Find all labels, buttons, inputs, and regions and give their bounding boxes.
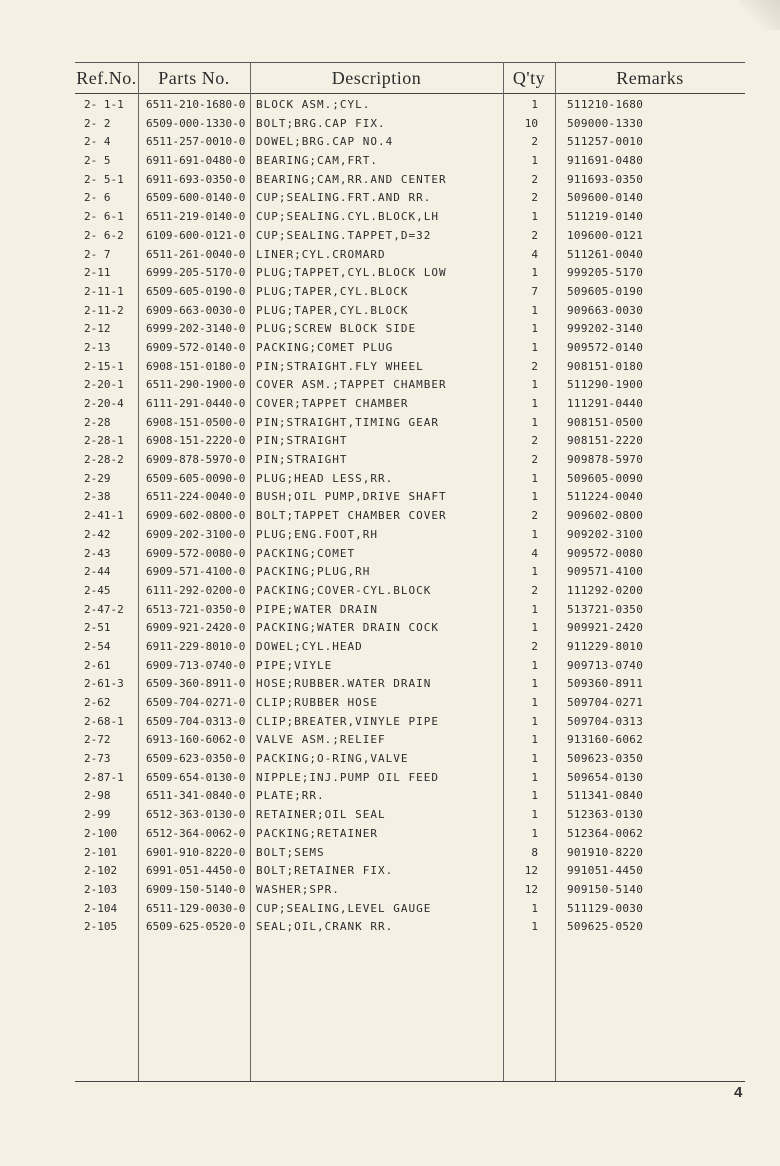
qty-cell: 1: [531, 901, 538, 915]
remarks-cell: 908151-2220: [567, 434, 644, 448]
table-row: [0, 189, 780, 208]
description-cell: PACKING;WATER DRAIN COCK: [256, 621, 439, 635]
qty-cell: 12: [524, 882, 538, 896]
parts-no-cell: 6911-229-8010-0: [146, 639, 246, 653]
table-row: [0, 545, 780, 564]
parts-no-cell: 6911-693-0350-0: [146, 172, 246, 186]
qty-cell: 1: [531, 621, 538, 635]
parts-no-cell: 6511-224-0040-0: [146, 490, 246, 504]
qty-cell: 10: [524, 116, 538, 130]
table-row: [0, 900, 780, 919]
qty-cell: 2: [531, 359, 538, 373]
description-cell: PIN;STRAIGHT,TIMING GEAR: [256, 415, 439, 429]
ref-no-cell: 2- 7: [84, 247, 111, 261]
description-cell: SEAL;OIL,CRANK RR.: [256, 920, 394, 934]
table-row: [0, 507, 780, 526]
parts-no-cell: 6512-364-0062-0: [146, 826, 246, 840]
ref-no-cell: 2-98: [84, 789, 111, 803]
description-cell: DOWEL;CYL.HEAD: [256, 639, 363, 653]
ref-no-cell: 2-28-1: [84, 434, 124, 448]
ref-no-cell: 2-61: [84, 658, 111, 672]
table-row: [0, 526, 780, 545]
qty-cell: 2: [531, 583, 538, 597]
qty-cell: 1: [531, 303, 538, 317]
table-row: [0, 302, 780, 321]
qty-cell: 1: [531, 322, 538, 336]
remarks-cell: 511219-0140: [567, 210, 644, 224]
qty-cell: 1: [531, 527, 538, 541]
parts-no-cell: 6909-713-0740-0: [146, 658, 246, 672]
table-row: [0, 638, 780, 657]
ref-no-cell: 2-47-2: [84, 602, 124, 616]
qty-cell: 1: [531, 397, 538, 410]
description-cell: PACKING;COVER-CYL.BLOCK: [256, 583, 432, 597]
table-row: [0, 769, 780, 788]
table-row: [0, 675, 780, 694]
qty-cell: 2: [531, 228, 538, 242]
table-row: [0, 601, 780, 620]
description-cell: PACKING;O-RING,VALVE: [256, 752, 409, 766]
ref-no-cell: 2-28: [84, 415, 111, 429]
parts-no-cell: 6909-878-5970-0: [146, 453, 246, 467]
remarks-cell: 509605-0090: [567, 471, 644, 485]
remarks-cell: 509000-1330: [567, 116, 644, 130]
parts-no-cell: 6991-051-4450-0: [146, 864, 246, 878]
table-row: [0, 96, 780, 115]
description-cell: BOLT;TAPPET CHAMBER COVER: [256, 509, 447, 523]
ref-no-cell: 2-20-4: [84, 397, 124, 410]
ref-no-cell: 2-73: [84, 752, 111, 766]
remarks-cell: 511257-0010: [567, 135, 644, 149]
parts-no-cell: 6901-910-8220-0: [146, 845, 246, 859]
parts-no-cell: 6999-202-3140-0: [146, 322, 246, 336]
ref-no-cell: 2-87-1: [84, 770, 124, 784]
remarks-cell: 909572-0140: [567, 340, 644, 354]
description-cell: PLUG;TAPPET,CYL.BLOCK LOW: [256, 266, 447, 280]
table-row: [0, 246, 780, 265]
table-row: [0, 208, 780, 227]
parts-no-cell: 6909-602-0800-0: [146, 509, 246, 523]
ref-no-cell: 2-42: [84, 527, 111, 541]
qty-cell: 1: [531, 415, 538, 429]
remarks-cell: 511224-0040: [567, 490, 644, 504]
qty-cell: 1: [531, 733, 538, 747]
description-cell: PLUG;HEAD LESS,RR.: [256, 471, 394, 485]
ref-no-cell: 2-51: [84, 621, 111, 635]
qty-cell: 2: [531, 453, 538, 467]
remarks-cell: 999202-3140: [567, 322, 644, 336]
description-cell: PIPE;VIYLE: [256, 658, 333, 672]
parts-no-cell: 6511-129-0030-0: [146, 901, 246, 915]
description-cell: CLIP;RUBBER HOSE: [256, 696, 378, 709]
parts-table-body: [0, 96, 780, 937]
qty-cell: 1: [531, 378, 538, 392]
parts-no-cell: 6111-292-0200-0: [146, 583, 246, 597]
parts-no-cell: 6909-150-5140-0: [146, 882, 246, 896]
table-row: [0, 825, 780, 844]
table-row: [0, 395, 780, 414]
ref-no-cell: 2- 1-1: [84, 98, 124, 111]
ref-no-cell: 2-38: [84, 490, 111, 504]
remarks-cell: 901910-8220: [567, 845, 644, 859]
remarks-cell: 511341-0840: [567, 789, 644, 803]
parts-no-cell: 6908-151-2220-0: [146, 434, 246, 448]
remarks-cell: 111291-0440: [567, 397, 644, 410]
parts-no-cell: 6909-921-2420-0: [146, 621, 246, 635]
table-row: [0, 787, 780, 806]
remarks-cell: 509600-0140: [567, 191, 644, 205]
parts-no-cell: 6509-605-0090-0: [146, 471, 246, 485]
table-row: [0, 171, 780, 190]
table-row: [0, 152, 780, 171]
table-row: [0, 881, 780, 900]
ref-no-cell: 2- 6: [84, 191, 111, 205]
remarks-cell: 509625-0520: [567, 920, 644, 934]
parts-no-cell: 6509-605-0190-0: [146, 284, 246, 298]
qty-cell: 7: [531, 284, 538, 298]
remarks-cell: 111292-0200: [567, 583, 644, 597]
table-row: [0, 844, 780, 863]
ref-no-cell: 2-105: [84, 920, 118, 934]
ref-no-cell: 2- 5-1: [84, 172, 124, 186]
description-cell: LINER;CYL.CROMARD: [256, 247, 386, 261]
qty-cell: 1: [531, 920, 538, 934]
description-cell: RETAINER;OIL SEAL: [256, 808, 386, 822]
parts-no-cell: 6511-257-0010-0: [146, 135, 246, 149]
remarks-cell: 511290-1900: [567, 378, 644, 392]
description-cell: PLATE;RR.: [256, 789, 325, 803]
description-cell: CUP;SEALING.CYL.BLOCK,LH: [256, 210, 439, 224]
table-row: [0, 451, 780, 470]
parts-no-cell: 6509-704-0271-0: [146, 696, 246, 709]
table-row: [0, 339, 780, 358]
remarks-cell: 509605-0190: [567, 284, 644, 298]
parts-no-cell: 6509-704-0313-0: [146, 714, 246, 728]
description-cell: VALVE ASM.;RELIEF: [256, 733, 386, 747]
remarks-cell: 909663-0030: [567, 303, 644, 317]
description-cell: BOLT;BRG.CAP FIX.: [256, 116, 386, 130]
header-qty: Q'ty: [512, 68, 546, 88]
parts-no-cell: 6509-000-1330-0: [146, 116, 246, 130]
header-ref-no: Ref.No.: [76, 68, 137, 88]
qty-cell: 1: [531, 266, 538, 280]
ref-no-cell: 2-43: [84, 546, 111, 560]
remarks-cell: 913160-6062: [567, 733, 644, 747]
parts-no-cell: 6909-202-3100-0: [146, 527, 246, 541]
remarks-cell: 109600-0121: [567, 228, 644, 242]
table-row: [0, 432, 780, 451]
table-row: [0, 133, 780, 152]
description-cell: COVER;TAPPET CHAMBER: [256, 397, 409, 410]
description-cell: PACKING;PLUG,RH: [256, 565, 371, 579]
table-row: [0, 582, 780, 601]
ref-no-cell: 2-15-1: [84, 359, 124, 373]
qty-cell: 1: [531, 826, 538, 840]
ref-no-cell: 2-103: [84, 882, 118, 896]
ref-no-cell: 2-54: [84, 639, 111, 653]
parts-no-cell: 6509-600-0140-0: [146, 191, 246, 205]
remarks-cell: 509360-8911: [567, 677, 644, 691]
parts-no-cell: 6509-654-0130-0: [146, 770, 246, 784]
qty-cell: 2: [531, 509, 538, 523]
parts-no-cell: 6999-205-5170-0: [146, 266, 246, 280]
qty-cell: 1: [531, 808, 538, 822]
ref-no-cell: 2-44: [84, 565, 111, 579]
remarks-cell: 911693-0350: [567, 172, 644, 186]
parts-no-cell: 6512-363-0130-0: [146, 808, 246, 822]
qty-cell: 1: [531, 565, 538, 579]
remarks-cell: 909572-0080: [567, 546, 644, 560]
table-header: [75, 62, 745, 94]
header-description: Description: [331, 68, 422, 88]
qty-cell: 1: [531, 471, 538, 485]
page-corner-fold: [740, 0, 780, 30]
qty-cell: 4: [531, 247, 538, 261]
parts-no-cell: 6509-625-0520-0: [146, 920, 246, 934]
description-cell: PIN;STRAIGHT.FLY WHEEL: [256, 359, 424, 373]
parts-no-cell: 6913-160-6062-0: [146, 733, 246, 747]
table-row: [0, 862, 780, 881]
ref-no-cell: 2- 6-1: [84, 210, 124, 224]
description-cell: BOLT;RETAINER FIX.: [256, 864, 394, 878]
table-row: [0, 358, 780, 377]
table-row: [0, 320, 780, 339]
qty-cell: 1: [531, 490, 538, 504]
remarks-cell: 509654-0130: [567, 770, 644, 784]
parts-no-cell: 6909-571-4100-0: [146, 565, 246, 579]
table-row: [0, 619, 780, 638]
parts-no-cell: 6909-663-0030-0: [146, 303, 246, 317]
parts-no-cell: 6511-219-0140-0: [146, 210, 246, 224]
description-cell: PIN;STRAIGHT: [256, 453, 348, 467]
table-row: [0, 563, 780, 582]
qty-cell: 1: [531, 696, 538, 709]
description-cell: BUSH;OIL PUMP,DRIVE SHAFT: [256, 490, 447, 504]
qty-cell: 1: [531, 789, 538, 803]
ref-no-cell: 2-12: [84, 322, 111, 336]
table-row: [0, 283, 780, 302]
qty-cell: 2: [531, 639, 538, 653]
remarks-cell: 909150-5140: [567, 882, 644, 896]
parts-no-cell: 6511-261-0040-0: [146, 247, 246, 261]
parts-no-cell: 6111-291-0440-0: [146, 397, 246, 410]
remarks-cell: 911229-8010: [567, 639, 644, 653]
table-row: [0, 264, 780, 283]
table-row: [0, 414, 780, 433]
page-number: 4: [734, 1084, 743, 1101]
parts-no-cell: 6513-721-0350-0: [146, 602, 246, 616]
qty-cell: 2: [531, 135, 538, 149]
description-cell: PIPE;WATER DRAIN: [256, 602, 378, 616]
remarks-cell: 509623-0350: [567, 752, 644, 766]
description-cell: COVER ASM.;TAPPET CHAMBER: [256, 378, 447, 392]
ref-no-cell: 2-104: [84, 901, 118, 915]
description-cell: PLUG;TAPER,CYL.BLOCK: [256, 284, 409, 298]
ref-no-cell: 2-11-1: [84, 284, 124, 298]
parts-no-cell: 6109-600-0121-0: [146, 228, 246, 242]
parts-no-cell: 6511-210-1680-0: [146, 98, 246, 111]
parts-no-cell: 6511-341-0840-0: [146, 789, 246, 803]
qty-cell: 1: [531, 770, 538, 784]
qty-cell: 4: [531, 546, 538, 560]
ref-no-cell: 2-41-1: [84, 509, 124, 523]
remarks-cell: 909713-0740: [567, 658, 644, 672]
remarks-cell: 511210-1680: [567, 98, 644, 111]
remarks-cell: 909878-5970: [567, 453, 644, 467]
ref-no-cell: 2- 4: [84, 135, 111, 149]
remarks-cell: 909921-2420: [567, 621, 644, 635]
parts-no-cell: 6509-623-0350-0: [146, 752, 246, 766]
remarks-cell: 511261-0040: [567, 247, 644, 261]
remarks-cell: 509704-0313: [567, 714, 644, 728]
table-row: [0, 750, 780, 769]
ref-no-cell: 2-101: [84, 845, 118, 859]
parts-no-cell: 6511-290-1900-0: [146, 378, 246, 392]
qty-cell: 2: [531, 434, 538, 448]
parts-no-cell: 6908-151-0180-0: [146, 359, 246, 373]
qty-cell: 1: [531, 658, 538, 672]
description-cell: PACKING;COMET PLUG: [256, 340, 394, 354]
description-cell: PACKING;RETAINER: [256, 826, 378, 840]
qty-cell: 1: [531, 714, 538, 728]
ref-no-cell: 2-29: [84, 471, 111, 485]
description-cell: BLOCK ASM.;CYL.: [256, 98, 371, 111]
table-row: [0, 227, 780, 246]
ref-no-cell: 2-28-2: [84, 453, 124, 467]
description-cell: BOLT;SEMS: [256, 845, 325, 859]
remarks-cell: 991051-4450: [567, 864, 644, 878]
qty-cell: 1: [531, 340, 538, 354]
ref-no-cell: 2-99: [84, 808, 111, 822]
description-cell: PLUG;SCREW BLOCK SIDE: [256, 322, 417, 336]
table-row: [0, 657, 780, 676]
description-cell: NIPPLE;INJ.PUMP OIL FEED: [256, 770, 439, 784]
qty-cell: 12: [524, 864, 538, 878]
description-cell: HOSE;RUBBER.WATER DRAIN: [256, 677, 432, 691]
remarks-cell: 909202-3100: [567, 527, 644, 541]
table-row: [0, 376, 780, 395]
ref-no-cell: 2- 6-2: [84, 228, 124, 242]
description-cell: PLUG;ENG.FOOT,RH: [256, 527, 378, 541]
qty-cell: 2: [531, 172, 538, 186]
qty-cell: 1: [531, 154, 538, 168]
description-cell: DOWEL;BRG.CAP NO.4: [256, 135, 394, 149]
header-remarks: Remarks: [616, 68, 684, 88]
description-cell: BEARING;CAM,FRT.: [256, 154, 378, 168]
description-cell: PACKING;COMET: [256, 546, 356, 560]
ref-no-cell: 2-61-3: [84, 677, 124, 691]
description-cell: BEARING;CAM,RR.AND CENTER: [256, 172, 447, 186]
parts-no-cell: 6909-572-0080-0: [146, 546, 246, 560]
remarks-cell: 513721-0350: [567, 602, 644, 616]
qty-cell: 2: [531, 191, 538, 205]
header-parts-no: Parts No.: [158, 68, 230, 88]
remarks-cell: 509704-0271: [567, 696, 644, 709]
remarks-cell: 512364-0062: [567, 826, 644, 840]
parts-no-cell: 6909-572-0140-0: [146, 340, 246, 354]
qty-cell: 1: [531, 98, 538, 111]
description-cell: CUP;SEALING.TAPPET,D=32: [256, 228, 432, 242]
description-cell: CUP;SEALING,LEVEL GAUGE: [256, 901, 432, 915]
ref-no-cell: 2-68-1: [84, 714, 124, 728]
ref-no-cell: 2-72: [84, 733, 111, 747]
ref-no-cell: 2- 5: [84, 154, 111, 168]
table-row: [0, 470, 780, 489]
ref-no-cell: 2-13: [84, 340, 111, 354]
table-row: [0, 694, 780, 713]
ref-no-cell: 2-20-1: [84, 378, 124, 392]
ref-no-cell: 2- 2: [84, 116, 111, 130]
qty-cell: 8: [531, 845, 538, 859]
description-cell: CLIP;BREATER,VINYLE PIPE: [256, 714, 439, 728]
remarks-cell: 911691-0480: [567, 154, 644, 168]
table-bottom-rule: [75, 1081, 745, 1082]
parts-no-cell: 6908-151-0500-0: [146, 415, 246, 429]
table-row: [0, 713, 780, 732]
parts-no-cell: 6509-360-8911-0: [146, 677, 246, 691]
table-row: [0, 731, 780, 750]
remarks-cell: 512363-0130: [567, 808, 644, 822]
remarks-cell: 999205-5170: [567, 266, 644, 280]
remarks-cell: 908151-0180: [567, 359, 644, 373]
description-cell: WASHER;SPR.: [256, 882, 340, 896]
remarks-cell: 908151-0500: [567, 415, 644, 429]
ref-no-cell: 2-45: [84, 583, 111, 597]
remarks-cell: 909571-4100: [567, 565, 644, 579]
ref-no-cell: 2-11: [84, 266, 111, 280]
description-cell: PLUG;TAPER,CYL.BLOCK: [256, 303, 409, 317]
ref-no-cell: 2-11-2: [84, 303, 124, 317]
qty-cell: 1: [531, 752, 538, 766]
description-cell: PIN;STRAIGHT: [256, 434, 348, 448]
qty-cell: 1: [531, 677, 538, 691]
table-row: [0, 918, 780, 937]
parts-no-cell: 6911-691-0480-0: [146, 154, 246, 168]
ref-no-cell: 2-62: [84, 696, 111, 709]
table-row: [0, 488, 780, 507]
description-cell: CUP;SEALING.FRT.AND RR.: [256, 191, 432, 205]
qty-cell: 1: [531, 602, 538, 616]
ref-no-cell: 2-100: [84, 826, 118, 840]
remarks-cell: 511129-0030: [567, 901, 644, 915]
table-row: [0, 806, 780, 825]
qty-cell: 1: [531, 210, 538, 224]
remarks-cell: 909602-0800: [567, 509, 644, 523]
table-row: [0, 115, 780, 134]
ref-no-cell: 2-102: [84, 864, 118, 878]
